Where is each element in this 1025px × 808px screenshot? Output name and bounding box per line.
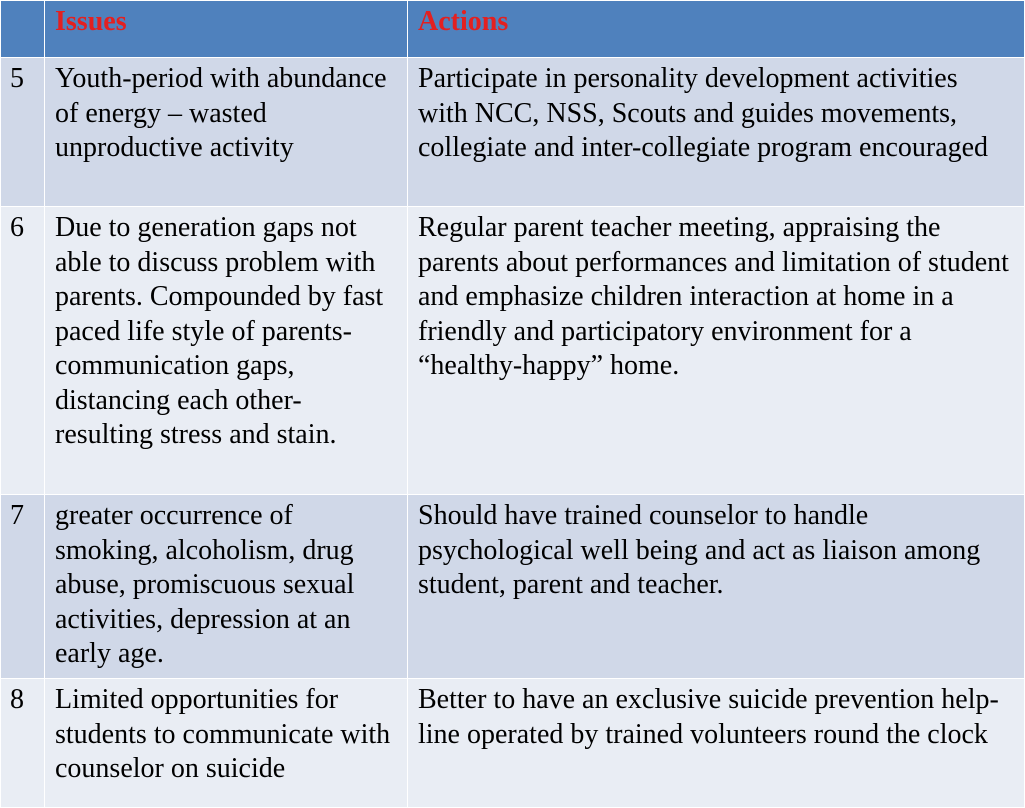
row-number-cell: 7 [1, 495, 45, 679]
row-number-cell: 6 [1, 207, 45, 495]
issue-cell: Due to generation gaps not able to discuss problem with parents. Compounded by fast paced life style of parents-communication gaps, distancing each other-resulting stress and stain. [45, 207, 408, 495]
header-issues-cell: Issues [45, 1, 408, 58]
action-cell: Regular parent teacher meeting, appraising the parents about performances and limitation of student and emphasize children interaction at home in a friendly and participatory environment for a “healthy-happy” home. [408, 207, 1025, 495]
table-row [1, 495, 1025, 679]
row-number-cell: 8 [1, 679, 45, 808]
header-actions-cell: Actions [408, 1, 1025, 58]
action-cell: Participate in personality development activities with NCC, NSS, Scouts and guides movements, collegiate and inter-collegiate program encouraged [408, 58, 1025, 207]
table-row [1, 679, 1025, 808]
table-header-row [1, 1, 1025, 58]
table-row [1, 58, 1025, 207]
action-cell: Better to have an exclusive suicide prevention help-line operated by trained volunteers round the clock [408, 679, 1025, 808]
issue-cell: greater occurrence of smoking, alcoholism, drug abuse, promiscuous sexual activities, depression at an early age. [45, 495, 408, 679]
issue-cell: Youth-period with abundance of energy – wasted unproductive activity [45, 58, 408, 207]
action-cell: Should have trained counselor to handle psychological well being and act as liaison among student, parent and teacher. [408, 495, 1025, 679]
table-row [1, 207, 1025, 495]
issue-cell: Limited opportunities for students to communicate with counselor on suicide [45, 679, 408, 808]
header-number-cell [1, 1, 45, 58]
row-number-cell: 5 [1, 58, 45, 207]
